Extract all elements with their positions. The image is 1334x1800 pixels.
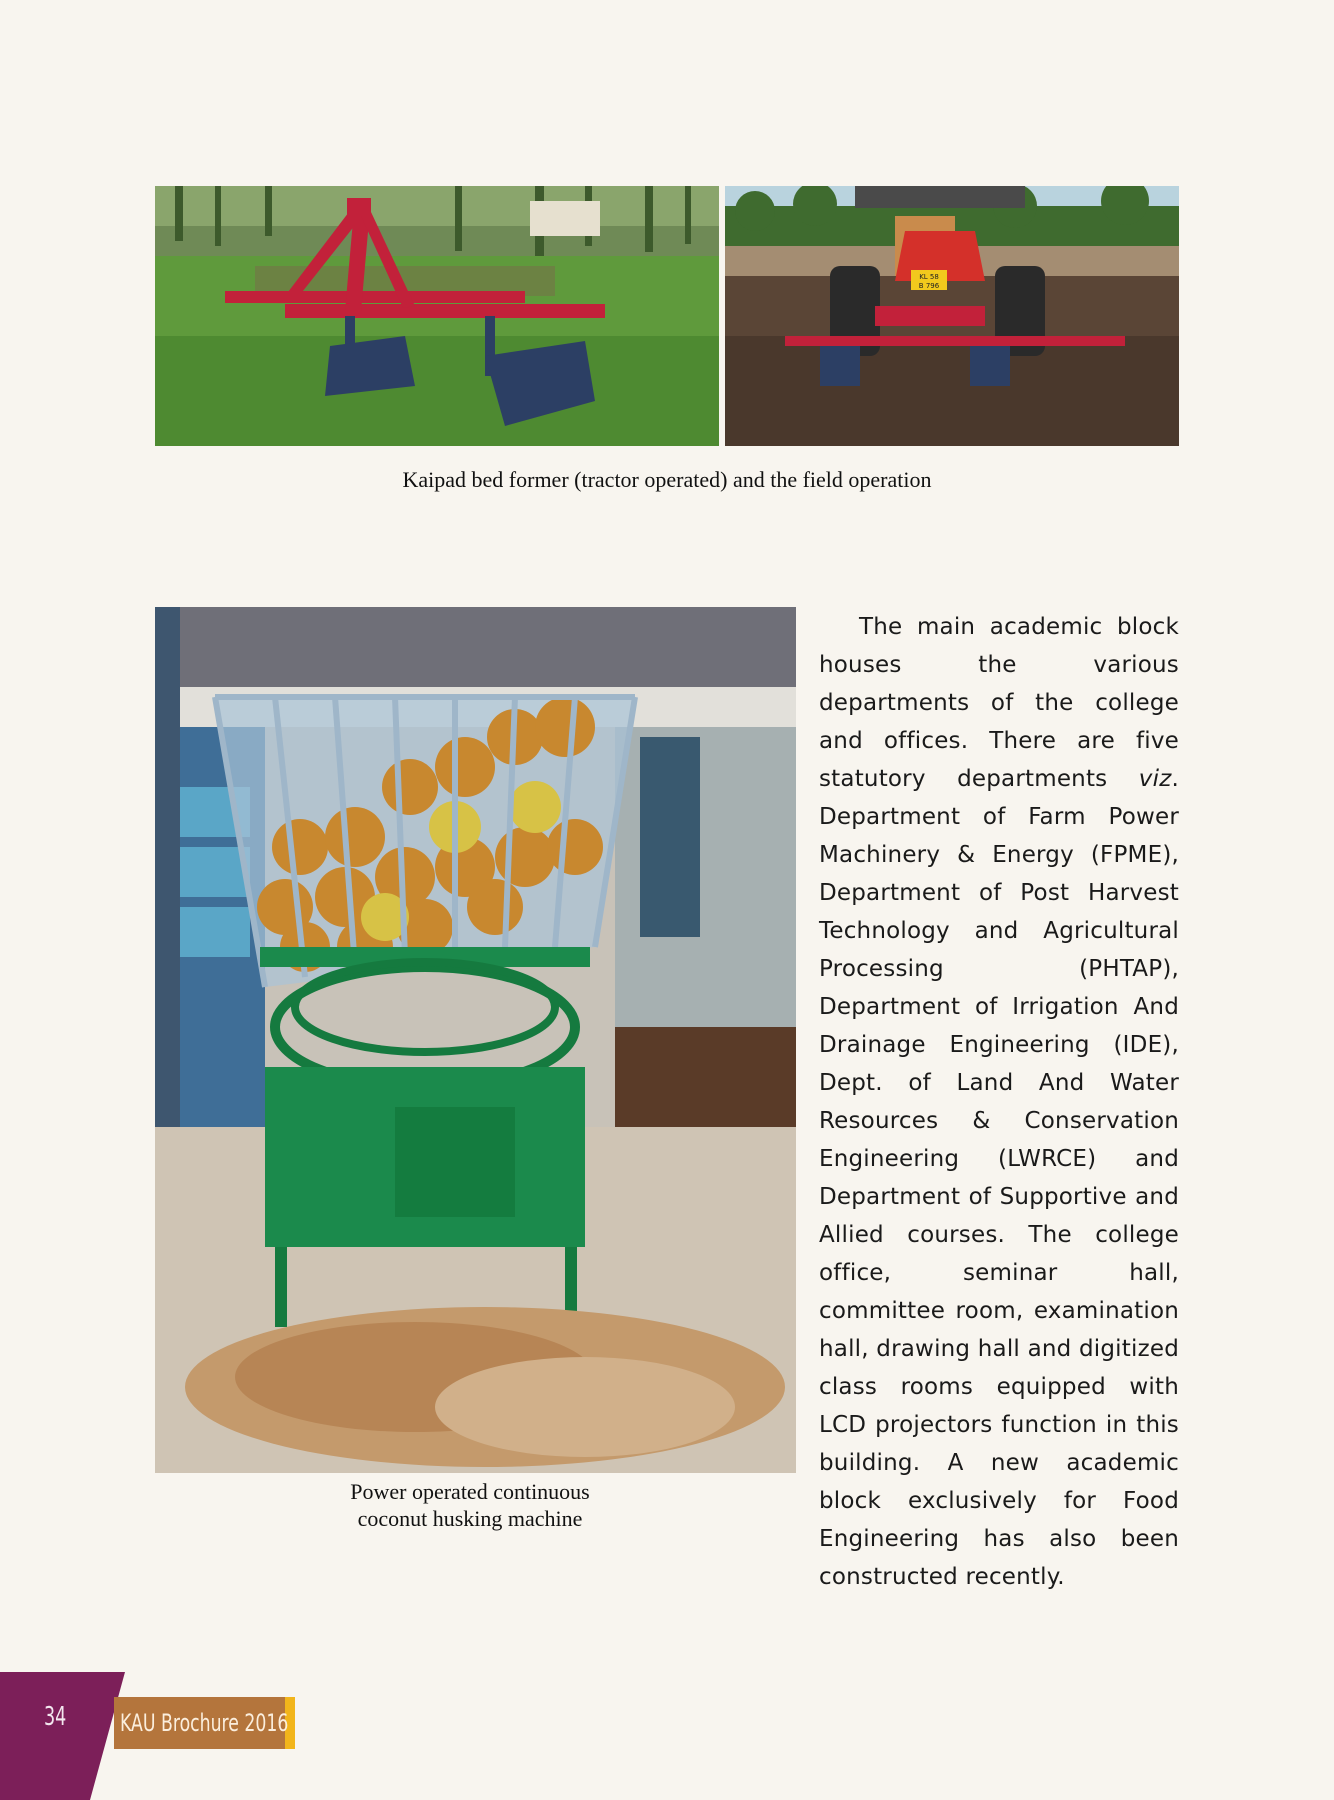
caption-bed-former: Kaipad bed former (tractor operated) and the field operation — [402, 467, 932, 492]
footer-brochure-tag — [114, 1697, 295, 1749]
plate-line2: B 796 — [918, 282, 940, 290]
photo-kaipad-bed-former — [155, 186, 719, 446]
body-text-part1: The main academic block houses the various departments of the college and offices. There are five statutory departments — [819, 614, 1179, 792]
caption-husking-line2: coconut husking machine — [357, 1506, 583, 1531]
body-text-viz: viz — [1138, 766, 1172, 792]
photo-coconut-husking-machine — [155, 607, 796, 1473]
plate-line1: KL 58 — [919, 273, 939, 281]
caption-husking-line1: Power operated continuous — [350, 1479, 590, 1504]
page-number: 34 — [44, 1702, 67, 1732]
photo-field-operation — [725, 186, 1179, 446]
footer-brochure-title: KAU Brochure 2016 — [120, 1709, 289, 1737]
footer-page-tab — [0, 1672, 125, 1800]
body-paragraph — [819, 608, 1179, 1596]
body-text-part2: . Department of Farm Power Machinery & Energy (FPME), Department of Post Harvest Technology and Agricultural Processing (PHTAP), Department of Irrigation And Drainage Engineering (IDE), Dept. of Land And Water Resources & Conservation Engineering (LWRCE) and Department of Supportive and Allied courses. The college office, seminar hall, committee room, examination hall, drawing hall and digitized class rooms equipped with LCD projectors function in this building. A new academic block exclusively for Food Engineering has also been constructed recently. — [819, 766, 1179, 1590]
caption-husking-machine — [300, 1478, 640, 1532]
